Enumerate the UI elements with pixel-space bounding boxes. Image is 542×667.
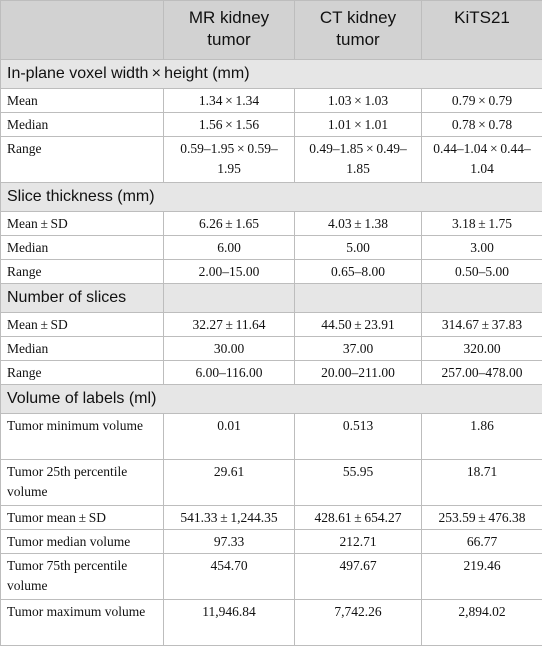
- cell-value: 1.03 × 1.03: [295, 89, 422, 113]
- row-label: Mean ± SD: [1, 313, 164, 337]
- section-title: In-plane voxel width × height (mm): [1, 60, 542, 89]
- cell-value: 4.03 ± 1.38: [295, 212, 422, 236]
- cell-value: 30.00: [164, 337, 295, 361]
- section-blank-cell: [295, 284, 422, 313]
- row-label: Tumor minimum volume: [1, 414, 164, 460]
- table-row: [1, 236, 542, 260]
- cell-value: 55.95: [295, 460, 422, 506]
- cell-value: 428.61 ± 654.27: [295, 506, 422, 530]
- section-title: Volume of labels (ml): [1, 385, 542, 414]
- table-row: [1, 212, 542, 236]
- cell-value: 32.27 ± 11.64: [164, 313, 295, 337]
- cell-value: 320.00: [422, 337, 542, 361]
- section-blank-cell: [164, 284, 295, 313]
- row-label: Median: [1, 113, 164, 137]
- cell-value: 0.59–1.95 × 0.59–1.95: [164, 137, 295, 183]
- cell-value: 37.00: [295, 337, 422, 361]
- header-corner: [1, 1, 164, 60]
- cell-value: 44.50 ± 23.91: [295, 313, 422, 337]
- table-row: [1, 554, 542, 600]
- cell-value: 257.00–478.00: [422, 361, 542, 385]
- cell-value: 66.77: [422, 530, 542, 554]
- section-header-voxel: [1, 60, 542, 89]
- cell-value: 0.513: [295, 414, 422, 460]
- table-row: [1, 89, 542, 113]
- table-row: [1, 414, 542, 460]
- row-label: Median: [1, 236, 164, 260]
- table-row: [1, 530, 542, 554]
- cell-value: 0.49–1.85 × 0.49–1.85: [295, 137, 422, 183]
- cell-value: 212.71: [295, 530, 422, 554]
- row-label: Range: [1, 361, 164, 385]
- header-mr-kidney-tumor: MR kidney tumor: [164, 1, 295, 60]
- table-row: [1, 313, 542, 337]
- table-row: [1, 600, 542, 646]
- section-title: Slice thickness (mm): [1, 183, 542, 212]
- cell-value: 6.26 ± 1.65: [164, 212, 295, 236]
- row-label: Tumor 25th percentile volume: [1, 460, 164, 506]
- row-label: Median: [1, 337, 164, 361]
- cell-value: 20.00–211.00: [295, 361, 422, 385]
- table-row: [1, 460, 542, 506]
- cell-value: 2.00–15.00: [164, 260, 295, 284]
- cell-value: 3.18 ± 1.75: [422, 212, 542, 236]
- cell-value: 97.33: [164, 530, 295, 554]
- table-row: [1, 506, 542, 530]
- cell-value: 541.33 ± 1,244.35: [164, 506, 295, 530]
- section-title: Number of slices: [1, 284, 164, 313]
- cell-value: 2,894.02: [422, 600, 542, 646]
- cell-value: 497.67: [295, 554, 422, 600]
- cell-value: 0.50–5.00: [422, 260, 542, 284]
- header-ct-kidney-tumor: CT kidney tumor: [295, 1, 422, 60]
- cell-value: 0.44–1.04 × 0.44–1.04: [422, 137, 542, 183]
- cell-value: 0.79 × 0.79: [422, 89, 542, 113]
- cell-value: 454.70: [164, 554, 295, 600]
- section-header-volume-of-labels: [1, 385, 542, 414]
- row-label: Tumor maximum volume: [1, 600, 164, 646]
- row-label: Tumor mean ± SD: [1, 506, 164, 530]
- row-label: Range: [1, 137, 164, 183]
- cell-value: 0.78 × 0.78: [422, 113, 542, 137]
- cell-value: 6.00–116.00: [164, 361, 295, 385]
- section-blank-cell: [422, 284, 542, 313]
- table-row: [1, 361, 542, 385]
- cell-value: 6.00: [164, 236, 295, 260]
- table-row: [1, 137, 542, 183]
- table-row: [1, 260, 542, 284]
- cell-value: 5.00: [295, 236, 422, 260]
- cell-value: 7,742.26: [295, 600, 422, 646]
- section-header-slice-thickness: [1, 183, 542, 212]
- row-label: Tumor 75th percentile volume: [1, 554, 164, 600]
- cell-value: 1.34 × 1.34: [164, 89, 295, 113]
- cell-value: 18.71: [422, 460, 542, 506]
- row-label: Range: [1, 260, 164, 284]
- cell-value: 219.46: [422, 554, 542, 600]
- row-label: Tumor median volume: [1, 530, 164, 554]
- header-kits21: KiTS21: [422, 1, 542, 60]
- table-row: [1, 113, 542, 137]
- cell-value: 0.01: [164, 414, 295, 460]
- cell-value: 29.61: [164, 460, 295, 506]
- cell-value: 253.59 ± 476.38: [422, 506, 542, 530]
- row-label: Mean: [1, 89, 164, 113]
- row-label: Mean ± SD: [1, 212, 164, 236]
- cell-value: 1.56 × 1.56: [164, 113, 295, 137]
- cell-value: 3.00: [422, 236, 542, 260]
- section-header-number-of-slices: [1, 284, 542, 313]
- table-row: [1, 337, 542, 361]
- header-row: [1, 1, 542, 60]
- cell-value: 1.86: [422, 414, 542, 460]
- cell-value: 0.65–8.00: [295, 260, 422, 284]
- cell-value: 314.67 ± 37.83: [422, 313, 542, 337]
- cell-value: 1.01 × 1.01: [295, 113, 422, 137]
- cell-value: 11,946.84: [164, 600, 295, 646]
